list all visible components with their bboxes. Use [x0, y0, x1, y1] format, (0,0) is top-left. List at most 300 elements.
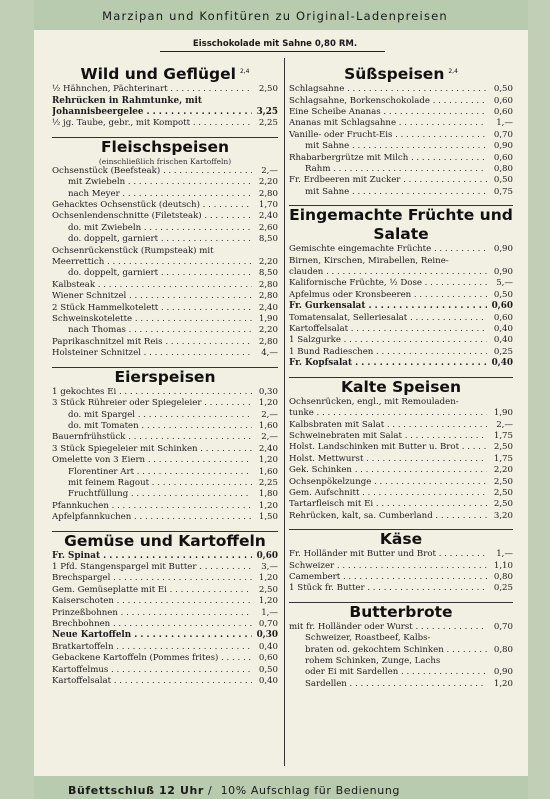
section-title-text: Käse	[379, 530, 423, 549]
section-title-text: Eierspeisen	[114, 367, 216, 386]
menu-item-price	[487, 656, 513, 667]
menu-item-name: 1 Pfd. Stangenspargel mit Butter . . .	[52, 562, 252, 573]
menu-item	[52, 234, 278, 245]
section-note: (einschließlich frischen Kartoffeln)	[98, 156, 232, 166]
menu-section	[289, 205, 513, 369]
menu-item-price: 3,20	[493, 510, 513, 521]
menu-item-name: Bratkartoffeln . . .	[52, 642, 252, 653]
menu-item	[52, 246, 278, 257]
menu-item	[52, 467, 278, 478]
menu-item	[289, 301, 513, 312]
menu-item-price: 2,—	[261, 432, 278, 443]
menu-item-name: oder Ei mit Sardellen . . .	[289, 667, 487, 678]
menu-item	[52, 291, 278, 302]
section-title	[52, 532, 278, 551]
menu-item-name: Wiener Schnitzel . . .	[52, 291, 252, 302]
menu-item-price	[487, 256, 513, 267]
menu-item-name: Rehrücken, kalt, sa. Cumberland . . .	[289, 511, 487, 522]
menu-item-price: 1,70	[258, 200, 278, 210]
menu-item-name: Schweizer . . .	[289, 561, 487, 572]
menu-item-price: 0,70	[493, 621, 513, 632]
menu-item	[289, 465, 513, 476]
menu-item-price: 1,20	[258, 398, 278, 409]
menu-item-price: 0,25	[493, 583, 513, 594]
menu-item	[289, 511, 513, 522]
menu-item-name: Apfelmus oder Kronsbeeren . . .	[289, 290, 487, 301]
menu-item	[289, 408, 513, 419]
menu-item	[289, 454, 513, 465]
menu-item-name: Bauernfrühstück . . .	[52, 432, 252, 443]
menu-item	[289, 420, 513, 431]
menu-item-name: Johannisbeergelee . . .	[52, 107, 252, 118]
menu-item	[52, 653, 278, 664]
menu-item-name: nach Meyer . . .	[52, 189, 252, 200]
left-menu-column	[52, 58, 278, 687]
menu-item	[52, 337, 278, 348]
menu-item-name: mit Sahne . . .	[289, 187, 487, 198]
menu-item-name: Florentiner Art . . .	[52, 467, 252, 478]
section-title-text: Kalte Speisen	[341, 377, 461, 396]
menu-item-name: 1 Salzgurke . . .	[289, 335, 487, 346]
section-title	[52, 368, 278, 387]
menu-item-price: 0,50	[493, 84, 513, 95]
menu-item-name: Schweizer, Roastbeef, Kalbs-	[305, 633, 431, 644]
footer-closing-time: Büfettschluß 12 Uhr	[68, 784, 204, 797]
menu-item-name: Schlagsahne . . .	[289, 84, 487, 95]
menu-item-name: Schweinskotelette . . .	[52, 314, 252, 325]
menu-item	[52, 512, 278, 523]
menu-item-price: 8,50	[258, 234, 278, 245]
menu-item	[52, 421, 278, 432]
menu-item-name: rohem Schinken, Zunge, Lachs	[305, 656, 441, 666]
menu-item-name: Gehacktes Ochsenstück (deutsch) . . .	[52, 200, 252, 211]
menu-item-price: 2,20	[258, 177, 278, 188]
menu-item	[289, 96, 513, 107]
menu-item-name: mit feinem Ragout . . .	[52, 478, 252, 489]
menu-item-name: ½ Hähnchen, Pächterinart . . .	[52, 84, 252, 95]
menu-section	[289, 529, 513, 595]
menu-item-name: Neue Kartoffeln . . .	[52, 630, 252, 641]
header-top-line: Marzipan und Konfitüren zu Original-Ladenpreisen	[102, 9, 448, 23]
menu-item-price: 1,20	[258, 573, 278, 584]
menu-item	[52, 107, 278, 118]
menu-item	[289, 347, 513, 358]
menu-item	[289, 622, 513, 633]
menu-item-price: 2,40	[258, 302, 278, 313]
menu-item-price: 1,—	[261, 607, 278, 618]
menu-item-name: Pfannkuchen . . .	[52, 501, 252, 512]
right-border-band	[528, 0, 550, 799]
menu-item	[289, 313, 513, 324]
menu-item-name: Prinzeßbohnen . . .	[52, 608, 252, 619]
menu-item-price: 2,40	[258, 211, 278, 222]
header-sub-line: Eisschokolade mit Sahne 0,80 RM.	[192, 39, 358, 49]
menu-item-name: do. doppelt, garniert . . .	[52, 234, 252, 245]
menu-item	[289, 324, 513, 335]
menu-item-name: Vanille- oder Frucht-Eis . . .	[289, 130, 487, 141]
menu-item-price: 2,50	[493, 487, 513, 498]
menu-item-price: 1,75	[493, 430, 513, 441]
menu-item-price: 0,90	[493, 141, 513, 152]
footer-line: Büfettschluß 12 Uhr / 10% Aufschlag für Bedienung	[68, 784, 400, 797]
menu-item	[52, 166, 278, 177]
menu-item-price: 2,40	[258, 443, 278, 454]
menu-item-price: 0,60	[493, 312, 513, 323]
section-title-text: Eingemachte Früchte und Salate	[289, 206, 513, 244]
menu-item-price: 0,60	[493, 106, 513, 117]
menu-item	[52, 84, 278, 95]
column-divider	[284, 58, 285, 766]
menu-item-name: Gebackene Kartoffeln (Pommes frites) . . .	[52, 653, 252, 664]
menu-item-price: 1,20	[258, 455, 278, 466]
menu-item-price: 0,40	[493, 324, 513, 335]
menu-item-price: 2,80	[258, 279, 278, 290]
menu-item-price: 0,50	[493, 289, 513, 300]
menu-item	[289, 84, 513, 95]
menu-item-name: Kalifornische Früchte, ½ Dose . . .	[289, 278, 487, 289]
menu-item-name: Sardellen . . .	[289, 679, 487, 690]
menu-item-price: 2,—	[261, 165, 278, 176]
menu-item-name: Gem. Aufschnitt . . .	[289, 488, 487, 499]
menu-item-name: Ochsenrücken, engl., mit Remouladen-	[289, 396, 459, 407]
section-title-text: Süßspeisen	[344, 65, 445, 84]
menu-item-price: 0,40	[258, 641, 278, 652]
menu-item-name: Gek. Schinken . . .	[289, 465, 487, 476]
menu-item-price: 0,70	[493, 129, 513, 140]
menu-item-price: 2,80	[258, 336, 278, 347]
menu-item-price: 0,60	[493, 152, 513, 163]
section-title	[52, 138, 278, 157]
menu-item	[52, 257, 278, 268]
menu-item-name: 3 Stück Rühreier oder Spiegeleier . . .	[52, 398, 252, 409]
menu-item-name: Schlagsahne, Borkenschokolade . . .	[289, 96, 487, 107]
section-title-text: Butterbrote	[349, 602, 453, 621]
menu-item	[52, 268, 278, 279]
menu-item	[289, 583, 513, 594]
section-title	[52, 62, 278, 84]
menu-item-name: Kalbsteak . . .	[52, 280, 252, 291]
menu-item-name: mit Zwiebeln . . .	[52, 177, 252, 188]
menu-item	[52, 189, 278, 200]
menu-item-price: 0,60	[491, 301, 513, 312]
menu-item-name: do. mit Zwiebeln . . .	[52, 223, 252, 234]
menu-item-price: 5,—	[496, 278, 513, 289]
menu-item	[289, 175, 513, 186]
menu-item-price: 0,25	[493, 346, 513, 357]
menu-item	[52, 596, 278, 607]
menu-item-name: Fr. Erdbeeren mit Zucker . . .	[289, 175, 487, 186]
menu-item-price: 0,60	[258, 653, 278, 664]
menu-item-name: Paprikaschnitzel mit Reis . . .	[52, 337, 252, 348]
menu-section	[52, 367, 278, 524]
menu-item-name: Fr. Holländer mit Butter und Brot . . .	[289, 549, 487, 560]
menu-item-price: 0,80	[493, 164, 513, 174]
menu-item-price: 1,—	[496, 549, 513, 560]
section-title-text: Wild und Geflügel	[80, 65, 236, 84]
menu-item-price: 0,90	[493, 667, 513, 678]
menu-item-price: 3,—	[261, 561, 278, 572]
menu-item	[52, 665, 278, 676]
menu-item-name: mit fr. Holländer oder Wurst . . .	[289, 622, 487, 633]
menu-item-price: 2,50	[493, 476, 513, 487]
menu-item-price: 2,80	[258, 188, 278, 199]
menu-item	[52, 619, 278, 630]
menu-item	[289, 499, 513, 510]
menu-item	[289, 431, 513, 442]
section-title-text: Fleischspeisen	[100, 137, 230, 156]
menu-item	[289, 164, 513, 175]
menu-item	[52, 96, 278, 107]
menu-item-price: 0,70	[258, 619, 278, 629]
menu-item-name: Kaiserschoten . . .	[52, 596, 252, 607]
menu-item	[289, 358, 513, 369]
menu-item	[289, 141, 513, 152]
menu-item	[289, 244, 513, 255]
menu-item-price: 1,20	[258, 500, 278, 511]
menu-item	[289, 549, 513, 560]
menu-item-name: Ochsenrückenstück (Rumpsteak) mit	[52, 245, 214, 256]
menu-item-price: 1,10	[493, 560, 513, 571]
menu-item	[52, 387, 278, 398]
menu-item-price: 2,50	[493, 442, 513, 453]
section-mark: 2,4	[239, 68, 250, 75]
menu-item-name: Camembert . . .	[289, 572, 487, 583]
menu-item-name: Ochsenlendenschnitte (Filetsteak) . . .	[52, 211, 252, 222]
menu-item	[52, 478, 278, 489]
menu-item-price: 1,20	[493, 678, 513, 689]
menu-item-name: Fruchtfüllung . . .	[52, 489, 252, 500]
menu-item-price: 0,60	[256, 550, 278, 561]
menu-item	[289, 267, 513, 278]
menu-item-name: Rahm . . .	[289, 164, 487, 175]
menu-item-price: 0,40	[258, 676, 278, 687]
menu-item-price: 1,80	[258, 489, 278, 500]
menu-item	[52, 551, 278, 562]
menu-item-name: Rehrücken in Rahmtunke, mit	[52, 95, 202, 106]
menu-item-name: Kartoffelsalat . . .	[52, 676, 252, 687]
menu-item-name: Omelette von 3 Eiern . . .	[52, 455, 252, 466]
menu-item-price: 1,50	[258, 512, 278, 523]
menu-item-price: 0,30	[258, 386, 278, 397]
menu-item-name: Holst. Landschinken mit Butter u. Brot . . .	[289, 442, 487, 453]
menu-item-name: mit Sahne . . .	[289, 141, 487, 152]
menu-item	[289, 256, 513, 267]
menu-item-name: do. doppelt, garniert . . .	[52, 268, 252, 279]
menu-item-price: 2,50	[493, 499, 513, 510]
section-title-text: Gemüse und Kartoffeln	[64, 531, 266, 550]
menu-item-name: Gem. Gemüseplatte mit Ei . . .	[52, 585, 252, 596]
menu-item	[52, 118, 278, 129]
menu-section	[289, 377, 513, 522]
menu-item-name: Apfelpfannkuchen . . .	[52, 512, 252, 523]
menu-item	[289, 679, 513, 690]
menu-item	[52, 642, 278, 653]
menu-item	[52, 573, 278, 584]
menu-item-name: Schweinebraten mit Salat . . .	[289, 431, 487, 442]
menu-item	[289, 153, 513, 164]
menu-item	[52, 630, 278, 641]
menu-item-price: 2,20	[258, 257, 278, 268]
menu-item-name: Brechspargel . . .	[52, 573, 252, 584]
menu-item-name: Fr. Spinat . . .	[52, 551, 252, 562]
menu-item	[52, 608, 278, 619]
menu-item-price	[487, 633, 513, 644]
menu-item	[289, 107, 513, 118]
menu-item-name: Ochsenpökelzunge . . .	[289, 477, 487, 488]
menu-item-price: 1,60	[258, 466, 278, 477]
menu-item-name: Birnen, Kirschen, Mirabellen, Reine-	[289, 255, 449, 266]
menu-item-name: Tartarfleisch mit Ei . . .	[289, 499, 487, 510]
menu-item	[289, 656, 513, 667]
menu-item	[52, 489, 278, 500]
right-menu-column	[289, 58, 513, 690]
menu-section	[289, 602, 513, 690]
menu-item-name: Eine Scheibe Ananas . . .	[289, 107, 487, 118]
menu-item-price: 0,80	[493, 571, 513, 582]
section-mark: 2,4	[448, 68, 458, 75]
menu-item-name: do. mit Spargel . . .	[52, 410, 252, 421]
menu-item-price	[252, 246, 278, 257]
section-title	[289, 378, 513, 397]
menu-item-price: 1,60	[258, 420, 278, 431]
menu-item-price: 0,50	[258, 664, 278, 675]
menu-item-price: 3,25	[256, 106, 278, 117]
menu-item-price: 2,60	[258, 222, 278, 233]
menu-item	[289, 130, 513, 141]
header-underline	[160, 51, 385, 52]
menu-item-name: 1 Stück fr. Butter . . .	[289, 583, 487, 594]
menu-item-name: 3 Stück Spiegeleier mit Schinken . . .	[52, 444, 252, 455]
menu-item-price: 1,20	[258, 596, 278, 607]
left-border-band	[0, 0, 34, 799]
menu-item-price: 8,50	[258, 268, 278, 279]
menu-item	[52, 200, 278, 211]
menu-item	[289, 477, 513, 488]
menu-item-price: 0,90	[493, 244, 513, 255]
menu-item	[52, 676, 278, 687]
menu-item-name: braten od. gekochtem Schinken . . .	[289, 645, 487, 656]
menu-item	[52, 585, 278, 596]
menu-item	[289, 118, 513, 129]
menu-item	[52, 398, 278, 409]
menu-item-price	[252, 96, 278, 107]
menu-item-price: 0,40	[491, 358, 513, 369]
menu-item	[52, 223, 278, 234]
menu-item	[52, 314, 278, 325]
menu-item-price: 2,20	[493, 465, 513, 476]
menu-item-name: nach Thomas . . .	[52, 325, 252, 336]
section-title	[289, 603, 513, 622]
menu-item-name: Ochsenstück (Beefsteak) . . .	[52, 166, 252, 177]
menu-item	[52, 562, 278, 573]
menu-item	[289, 442, 513, 453]
menu-item-name: Kartoffelmus . . .	[52, 665, 252, 676]
menu-item	[289, 290, 513, 301]
menu-item	[52, 501, 278, 512]
menu-item-name: Rhabarbergrütze mit Milch . . .	[289, 153, 487, 164]
menu-item-name: Ananas mit Schlagsahne . . .	[289, 118, 487, 129]
menu-item-price: 1,90	[493, 408, 513, 419]
menu-item	[289, 397, 513, 408]
menu-item-price: 2,—	[261, 409, 278, 420]
section-title	[289, 62, 513, 84]
menu-item-name: do. mit Tomaten . . .	[52, 421, 252, 432]
menu-item	[289, 335, 513, 346]
menu-item	[52, 432, 278, 443]
menu-item	[52, 303, 278, 314]
menu-item-name: Brechbohnen . . .	[52, 619, 252, 630]
menu-item-name: Holst. Mettwurst . . .	[289, 454, 487, 465]
menu-item-name: Kalbsbraten mit Salat . . .	[289, 420, 487, 431]
menu-item	[52, 348, 278, 359]
menu-item-price: 0,80	[493, 644, 513, 655]
menu-item-price: 4,—	[261, 348, 278, 359]
menu-item-price: 1,90	[258, 314, 278, 325]
menu-item-price: 1,—	[496, 118, 513, 129]
menu-section	[52, 62, 278, 130]
menu-item-price: 2,25	[258, 477, 278, 488]
menu-item-price: 2,80	[258, 291, 278, 302]
menu-item-name: Tomatensalat, Selleriesalat . . .	[289, 313, 487, 324]
menu-item-price: 0,40	[493, 335, 513, 346]
menu-item-price: 0,75	[493, 186, 513, 197]
menu-item	[52, 211, 278, 222]
menu-item-name: Fr. Kopfsalat . . .	[289, 358, 487, 369]
menu-item	[289, 561, 513, 572]
menu-item-price: 2,50	[258, 84, 278, 95]
menu-item-price: 0,50	[493, 175, 513, 186]
section-title	[289, 206, 513, 244]
menu-item-price: 1,75	[493, 453, 513, 464]
menu-item-name: Fr. Gurkensalat . . .	[289, 301, 487, 312]
menu-item-name: 1 Bund Radieschen . . .	[289, 347, 487, 358]
menu-item-name: Gemischte eingemachte Früchte . . .	[289, 244, 487, 255]
footer-service-charge: 10% Aufschlag für Bedienung	[220, 784, 400, 797]
menu-item	[289, 278, 513, 289]
section-title	[289, 530, 513, 549]
menu-item	[289, 633, 513, 644]
menu-item-name: clauden . . .	[289, 267, 487, 278]
menu-item	[52, 410, 278, 421]
menu-item-name: 1 gekochtes Ei . . .	[52, 387, 252, 398]
menu-item	[52, 455, 278, 466]
menu-item	[52, 177, 278, 188]
menu-item	[52, 444, 278, 455]
menu-item	[52, 325, 278, 336]
menu-item	[289, 572, 513, 583]
menu-item	[289, 488, 513, 499]
menu-item-name: Kartoffelsalat . . .	[289, 324, 487, 335]
menu-item-price: 2,—	[496, 419, 513, 430]
menu-item-price: 2,25	[258, 118, 278, 129]
menu-item-name: Holsteiner Schnitzel . . .	[52, 348, 252, 359]
menu-item-name: 2 Stück Hammelkotelett . . .	[52, 303, 252, 314]
menu-item-price	[487, 397, 513, 408]
menu-item-price: 2,50	[258, 584, 278, 595]
menu-item	[289, 645, 513, 656]
menu-item	[289, 667, 513, 678]
menu-section	[52, 531, 278, 688]
menu-item-price: 0,90	[493, 267, 513, 278]
menu-item	[52, 280, 278, 291]
menu-section	[289, 62, 513, 198]
menu-item	[289, 187, 513, 198]
menu-item-price: 0,30	[256, 630, 278, 641]
menu-item-name: ½ jg. Taube, gebr., mit Kompott . . .	[52, 118, 252, 129]
menu-item-name: Meerrettich . . .	[52, 257, 252, 268]
menu-item-price: 2,20	[258, 325, 278, 336]
menu-item-name: tunke . . .	[289, 408, 487, 419]
